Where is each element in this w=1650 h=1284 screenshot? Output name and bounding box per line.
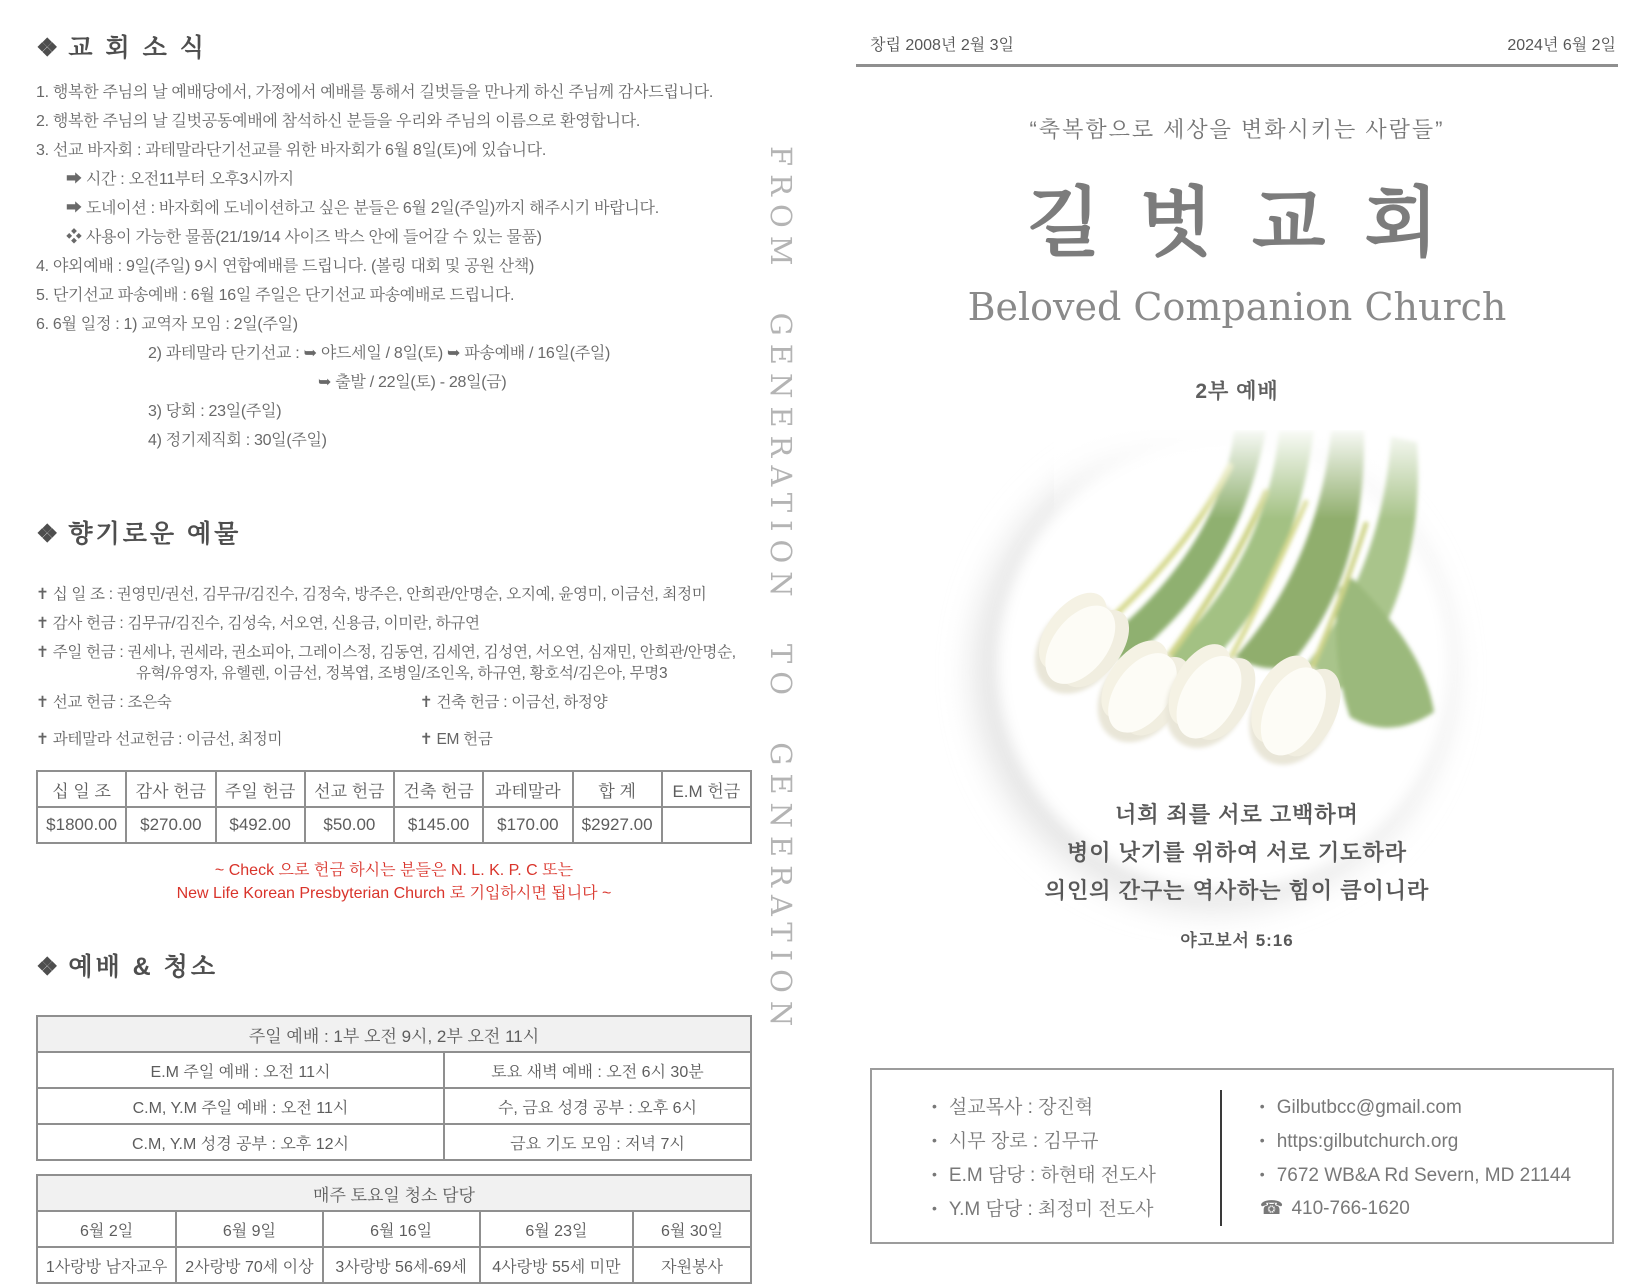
cleaning-date-cell: 6월 23일 [480, 1211, 634, 1247]
amount-cell: $270.00 [126, 807, 215, 843]
cleaning-date-cell: 6월 9일 [176, 1211, 322, 1247]
amount-cell: $1800.00 [37, 807, 126, 843]
service-label: 2부 예배 [1195, 380, 1279, 403]
church-address: 7672 WB&A Rd Severn, MD 21144 [1276, 1165, 1572, 1186]
amount-value-row [37, 807, 751, 843]
cleaning-groups-row [37, 1247, 751, 1283]
verse-line: 병이 낫기를 위하여 서로 기도하라 [1067, 840, 1407, 865]
church-motto: “축복함으로 세상을 변화시키는 사람들” [1029, 117, 1445, 142]
worship-title-text: 예배 & 청소 [68, 953, 218, 981]
contact-item [1260, 1124, 1612, 1158]
offering-mission-line: ✝ 선교 헌금 : 조은숙 [36, 694, 172, 711]
news-item: 5. 단기선교 파송예배 : 6월 16일 주일은 단기선교 파송예배로 드립니다. [36, 287, 515, 304]
contact-item [932, 1192, 1220, 1226]
amount-cell: $2927.00 [573, 807, 662, 843]
diamond-icon: ❖ [36, 520, 59, 548]
issue-date: 2024년 6월 2일 [1507, 37, 1616, 54]
bullet-icon: • [1259, 1166, 1265, 1182]
bullet-icon: • [932, 1098, 937, 1114]
amount-col-header: E.M 헌금 [662, 771, 751, 807]
contact-item [932, 1158, 1220, 1192]
worship-cell: C.M, Y.M 주일 예배 : 오전 11시 [37, 1088, 444, 1124]
contact-item [932, 1124, 1220, 1158]
news-section-title [36, 28, 752, 64]
amount-cell: $492.00 [216, 807, 305, 843]
verse-line: 의인의 간구는 역사하는 힘이 큼이니라 [1044, 878, 1430, 903]
cleaning-group-cell: 2사랑방 70세 이상 [176, 1247, 322, 1283]
news-item: 4. 야외예배 : 9일(주일) 9시 연합예배를 드립니다. (볼링 대회 및 공원 산책) [36, 258, 534, 275]
worship-main-header: 주일 예배 : 1부 오전 9시, 2부 오전 11시 [37, 1016, 751, 1052]
cleaning-header: 매주 토요일 청소 담당 [37, 1175, 751, 1211]
offering-em-line: ✝ EM 헌금 [419, 731, 493, 748]
cleaning-group-cell: 4사랑방 55세 미만 [480, 1247, 634, 1283]
amount-header-row [37, 771, 751, 807]
worship-cell: 토요 새벽 예배 : 오전 6시 30분 [444, 1052, 751, 1088]
verse-reference: 야고보서 5:16 [1180, 931, 1294, 950]
elder-name: 시무 장로 : 김무규 [948, 1131, 1099, 1152]
amount-col-header: 주일 헌금 [216, 771, 305, 807]
contact-box [870, 1068, 1614, 1244]
worship-row [37, 1124, 751, 1160]
offering-guatemala-line: ✝ 과테말라 선교헌금 : 이금선, 최정미 [36, 731, 283, 748]
cover-header [856, 30, 1618, 55]
cleaning-group-cell: 3사랑방 56세-69세 [323, 1247, 480, 1283]
amount-col-header: 선교 헌금 [305, 771, 394, 807]
left-page [36, 28, 752, 1284]
bullet-icon: • [1259, 1098, 1265, 1114]
cleaning-date-cell: 6월 30일 [633, 1211, 751, 1247]
founded-date: 창립 2008년 2월 3일 [870, 37, 1015, 54]
church-phone: 410-766-1620 [1291, 1198, 1410, 1219]
offerings-title-text: 향기로운 예물 [68, 520, 242, 548]
right-page-cover [856, 30, 1618, 1275]
amount-col-header: 건축 헌금 [394, 771, 483, 807]
cleaning-date-cell: 6월 16일 [323, 1211, 480, 1247]
bullet-icon: • [932, 1132, 937, 1148]
amount-cell: $170.00 [483, 807, 572, 843]
news-subitem: ➡ 시간 : 오전11부터 오후3시까지 [66, 171, 294, 188]
news-subitem: 4) 정기제직회 : 30일(주일) [148, 432, 327, 449]
ym-minister-name: Y.M 담당 : 최정미 전도사 [948, 1199, 1154, 1220]
offering-amount-table [36, 770, 752, 844]
amount-col-header: 합 계 [573, 771, 662, 807]
amount-cell: $145.00 [394, 807, 483, 843]
news-subitem: 3) 당회 : 23일(주일) [148, 403, 282, 420]
church-name-english: Beloved Companion Church [967, 285, 1507, 329]
offering-pair-row [36, 729, 752, 758]
news-subitem: 2) 과테말라 단기선교 : ➥ 야드세일 / 8일(토) ➥ 파송예배 / 16일(주일) [148, 345, 611, 362]
cleaning-header-row [37, 1175, 751, 1211]
news-item: 2. 행복한 주님의 날 길벗공동예배에 참석하신 분들을 우리와 주님의 이름으로 환영합니다. [36, 113, 640, 130]
contact-item [1260, 1158, 1612, 1192]
offering-pair-row [36, 692, 752, 721]
check-payee-note [36, 859, 752, 905]
verse-line: 너희 죄를 서로 고백하며 [1115, 802, 1359, 827]
bullet-icon: • [1259, 1132, 1265, 1148]
amount-cell [662, 807, 751, 843]
contact-item [932, 1090, 1220, 1124]
contact-staff-column [872, 1090, 1220, 1226]
worship-cell: E.M 주일 예배 : 오전 11시 [37, 1052, 444, 1088]
offering-thanks-line: ✝ 감사 헌금 : 김무규/김진수, 김성숙, 서오연, 신용금, 이미란, 하규연 [36, 615, 480, 632]
diamond-icon: ❖ [36, 34, 59, 62]
offerings-section-title [36, 514, 752, 550]
cleaning-group-cell: 자원봉사 [633, 1247, 751, 1283]
header-rule [856, 64, 1618, 67]
worship-cell: 금요 기도 모임 : 저녁 7시 [444, 1124, 751, 1160]
fold-vertical-motto: FROM GENERATION TO GENERATION [764, 146, 798, 1035]
church-email: Gilbutbcc@gmail.com [1276, 1097, 1462, 1118]
cleaning-schedule-table [36, 1174, 752, 1284]
news-subitem: ➡ 도네이션 : 바자회에 도네이션하고 싶은 분들은 6월 2일(주일)까지 해주시기 바랍니다. [66, 200, 659, 217]
diamond-icon: ❖ [36, 953, 59, 981]
worship-row [37, 1052, 751, 1088]
contact-item [1260, 1090, 1612, 1124]
check-note-line2: New Life Korean Presbyterian Church 로 기입하시면 됩니다 ~ [176, 885, 612, 902]
offering-building-line: ✝ 건축 헌금 : 이금선, 하정양 [419, 694, 608, 711]
news-title-text: 교 회 소 식 [68, 34, 207, 62]
news-item: 6. 6월 일정 : 1) 교역자 모임 : 2일(주일) [36, 316, 298, 333]
offering-sunday-line: ✝ 주일 헌금 : 권세나, 권세라, 권소피아, 그레이스정, 김동연, 김세연, 김성연, 서오연, 심재민, 안희관/안명순, 유혁/유영자, 유헬렌, 이금선, 정복엽, 조병일/조인옥, 하규연, 황호석/김은아, 무명3 [36, 644, 736, 682]
cleaning-date-cell: 6월 2일 [37, 1211, 176, 1247]
news-subitem: ❖ 사용이 가능한 물품(21/19/14 사이즈 박스 안에 들어갈 수 있는 물품) [66, 229, 542, 246]
amount-cell: $50.00 [305, 807, 394, 843]
worship-cell: 수, 금요 성경 공부 : 오후 6시 [444, 1088, 751, 1124]
phone-icon: ☎ [1259, 1198, 1284, 1219]
church-website: https:gilbutchurch.org [1276, 1131, 1459, 1152]
church-name-korean: 길 벗 교 회 [1026, 181, 1447, 266]
cleaning-group-cell: 1사랑방 남자교우 [37, 1247, 176, 1283]
church-news-list [36, 84, 752, 450]
offering-tithe-line: ✝ 십 일 조 : 권영민/권선, 김무규/김진수, 김정숙, 방주은, 안희관/안명순, 오지예, 윤영미, 이금선, 최정미 [36, 586, 707, 603]
contact-item [1260, 1192, 1612, 1225]
cleaning-dates-row [37, 1211, 751, 1247]
amount-col-header: 십 일 조 [37, 771, 126, 807]
bullet-icon: • [932, 1166, 937, 1182]
worship-schedule-table [36, 1015, 752, 1161]
worship-cell: C.M, Y.M 성경 공부 : 오후 12시 [37, 1124, 444, 1160]
news-item: 1. 행복한 주님의 날 예배당에서, 가정에서 예배를 통해서 길벗들을 만나게 하신 주님께 감사드립니다. [36, 84, 714, 101]
bullet-icon: • [932, 1200, 937, 1216]
worship-header-row [37, 1016, 751, 1052]
contact-info-column [1220, 1090, 1612, 1226]
worship-section-title [36, 947, 752, 983]
em-minister-name: E.M 담당 : 하현태 전도사 [948, 1165, 1156, 1186]
news-subitem: ➥ 출발 / 22일(토) - 28일(금) [318, 374, 507, 391]
amount-col-header: 과테말라 [483, 771, 572, 807]
offerings-list [36, 584, 752, 758]
amount-col-header: 감사 헌금 [126, 771, 215, 807]
check-note-line1: ~ Check 으로 헌금 하시는 분들은 N. L. K. P. C 또는 [214, 862, 574, 879]
scripture-verse [856, 796, 1618, 960]
worship-row [37, 1088, 751, 1124]
news-item: 3. 선교 바자회 : 과테말라단기선교를 위한 바자회가 6월 8일(토)에 있습니다. [36, 142, 546, 159]
pastor-name: 설교목사 : 장진혁 [948, 1097, 1094, 1118]
